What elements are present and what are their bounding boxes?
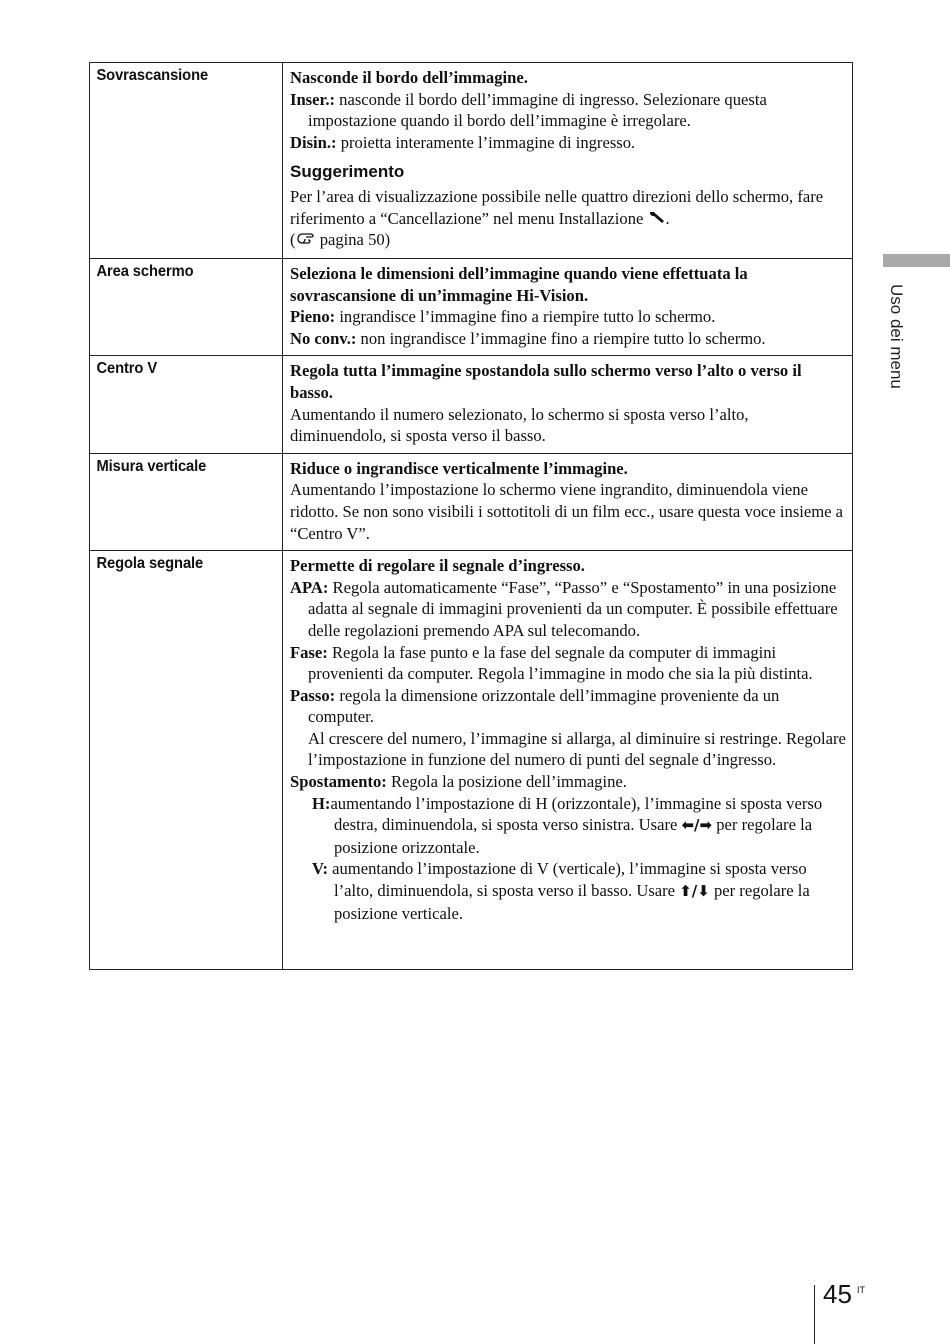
item-summary: Permette di regolare il segnale d’ingresso.: [290, 556, 585, 576]
item-summary: Riduce o ingrandisce verticalmente l’immagine.: [290, 458, 628, 478]
option-pieno: Pieno: ingrandisce l’immagine fino a riempire tutto lo schermo.: [290, 307, 716, 327]
table-row-area-schermo: [90, 259, 853, 356]
tip-heading: Suggerimento: [290, 162, 405, 182]
option-spostamento: Spostamento: Regola la posizione dell’immagine.: [290, 772, 627, 792]
option-fase: Fase: Regola la fase punto e la fase del segnale da computer di immagini provenienti da computer. Regola l’immagine in modo che sia la più distinta.: [290, 642, 813, 684]
settings-table: [89, 62, 853, 970]
item-summary: Nasconde il bordo dell’immagine.: [290, 68, 528, 87]
option-apa: APA: Regola automaticamente “Fase”, “Passo” e “Spostamento” in una posizione adatta al segnale di immagini provenienti da un computer. È possibile effettuare delle regolazioni premendo APA sul telecomando.: [290, 577, 838, 640]
item-description: Aumentando l’impostazione lo schermo viene ingrandito, diminuendola viene ridotto. Se non sono visibili i sottotitoli di un film ecc., usare questa voce insieme a “Centro V”.: [290, 480, 844, 543]
item-name: Misura verticale: [96, 457, 207, 475]
item-summary: Regola tutta l’immagine spostandola sullo schermo verso l’alto o verso il basso.: [290, 361, 802, 402]
section-tab-marker: [883, 254, 950, 267]
page-number-divider: [814, 1285, 815, 1344]
table-row-centro-v: [90, 356, 853, 453]
arrow-up-down-icon: ⬆/⬇: [679, 882, 710, 901]
page-ref-icon: [296, 230, 316, 249]
item-description: Aumentando il numero selezionato, lo schermo si sposta verso l’alto, diminuendolo, si sposta verso il basso.: [290, 404, 749, 446]
option-passo: Passo: regola la dimensione orizzontale dell’immagine proveniente da un computer.: [290, 685, 780, 727]
option-v: V: aumentando l’impostazione di V (verticale), l’immagine si sposta verso l’alto, diminuendola, si sposta verso il basso. Usare ⬆/⬇ per regolare la posizione verticale.: [312, 859, 810, 923]
option-disin: Disin.: proietta interamente l’immagine di ingresso.: [290, 132, 636, 152]
wrench-icon: [648, 209, 666, 228]
item-name: Sovrascansione: [96, 67, 209, 84]
table-row-regola-segnale: [90, 551, 853, 970]
section-tab-label: Uso dei menu: [887, 284, 906, 389]
arrow-left-right-icon: ⬅/➡: [681, 816, 713, 835]
table-row-sovrascansione: [90, 63, 853, 259]
page-number: 45: [823, 1279, 852, 1309]
option-inser: Inser.: nasconde il bordo dell’immagine di ingresso. Selezionare questa impostazione quando il bordo dell’immagine è irregolare.: [290, 89, 767, 131]
option-no-conv: No conv.: non ingrandisce l’immagine fino a riempire tutto lo schermo.: [290, 328, 766, 348]
item-name: Regola segnale: [96, 555, 204, 573]
table-row-misura-verticale: [90, 453, 853, 550]
option-passo-detail: Al crescere del numero, l’immagine si allarga, al diminuire si restringe. Regolare l’impostazione in funzione del numero di punti del segnale d’ingresso.: [308, 728, 846, 770]
item-name: Centro V: [96, 360, 158, 378]
tip-text: Per l’area di visualizzazione possibile nelle quattro direzioni dello schermo, fare riferimento a “Cancellazione” nel menu Installazione . ( pagina 50): [290, 186, 824, 250]
option-h: H:aumentando l’impostazione di H (orizzontale), l’immagine si sposta verso destra, diminuendola, si sposta verso sinistra. Usare ⬅/➡ per regolare la posizione orizzontale.: [312, 793, 823, 857]
item-summary: Seleziona le dimensioni dell’immagine quando viene effettuata la sovrascansione di un’immagine Hi-Vision.: [290, 264, 748, 305]
page-language: IT: [857, 1285, 865, 1295]
item-name: Area schermo: [96, 263, 194, 280]
